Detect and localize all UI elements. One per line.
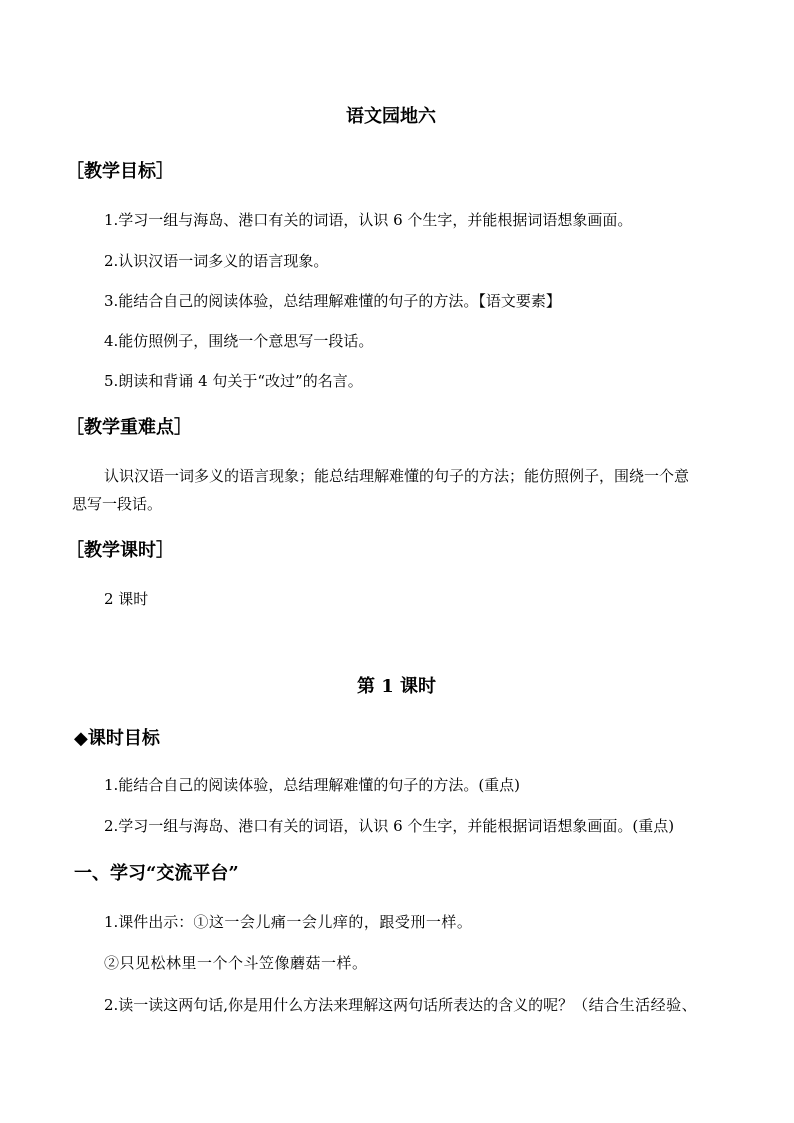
goal-item-3: 3.能结合自己的阅读体验，总结理解难懂的句子的方法。【语文要素】	[104, 292, 561, 310]
page-title: 语文园地六	[346, 106, 436, 127]
goal-item-1: 1.学习一组与海岛、港口有关的词语，认识 6 个生字，并能根据词语想象画面。	[104, 211, 633, 229]
section-heading-key-points: ［教学重难点］	[66, 417, 192, 438]
part-1-item-1-prefix: 1.课件出示：	[104, 913, 194, 931]
lesson-goal-2: 2.学习一组与海岛、港口有关的词语，认识 6 个生字，并能根据词语想象画面。(重点)	[104, 817, 675, 835]
goal-item-4: 4.能仿照例子，围绕一个意思写一段话。	[104, 332, 374, 350]
goal-item-2: 2.认识汉语一词多义的语言现象。	[104, 252, 329, 270]
section-heading-class-hours: ［教学课时］	[66, 540, 174, 561]
part-1-item-1-quote: ①这一会儿痛一会儿痒的，跟受刑一样。	[193, 913, 473, 931]
part-1-item-1	[104, 912, 472, 932]
goal-item-5: 5.朗读和背诵 4 句关于“改过”的名言。	[104, 372, 363, 390]
key-points-line-1: 认识汉语一词多义的语言现象；能总结理解难懂的句子的方法；能仿照例子，围绕一个意	[104, 467, 690, 485]
class-hours-text: 2 课时	[104, 590, 149, 608]
part-1-item-3-tail: （结合生活经验、	[573, 996, 698, 1014]
part-1-heading: 一、学习“交流平台”	[74, 863, 239, 884]
part-1-item-3	[104, 995, 697, 1015]
part-1-item-2: ②只见松林里一个个斗笠像蘑菇一样。	[104, 954, 368, 972]
key-points-line-2: 思写一段话。	[72, 495, 163, 513]
lesson-1-title: 第 1 课时	[357, 676, 437, 697]
part-1-item-3-main: 2.读一读这两句话,你是用什么方法来理解这两句话所表达的含义的呢？	[104, 996, 574, 1014]
lesson-goal-1: 1.能结合自己的阅读体验，总结理解难懂的句子的方法。(重点)	[104, 776, 521, 794]
lesson-goals-heading: ◆课时目标	[74, 728, 160, 749]
section-heading-teaching-goals: ［教学目标］	[66, 161, 174, 182]
